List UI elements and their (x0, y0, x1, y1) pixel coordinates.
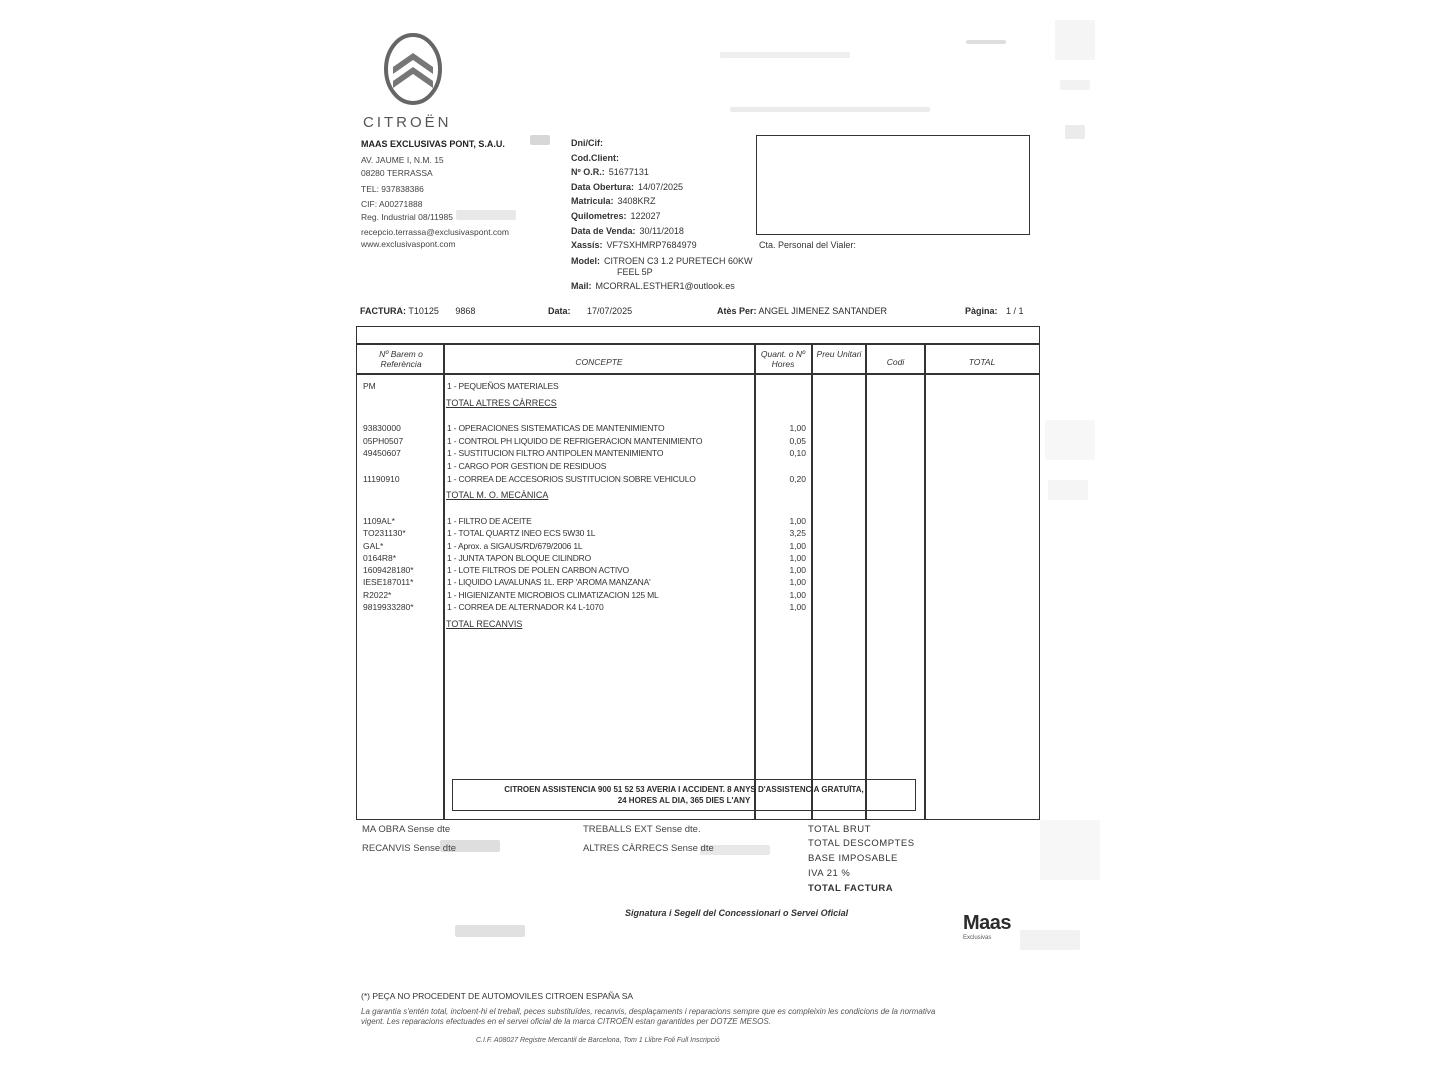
dealer-city: 08280 TERRASSA (361, 168, 433, 178)
invoice-attended (717, 306, 887, 316)
dealer-address: AV. JAUME I, N.M. 15 (361, 155, 444, 165)
invoice-page (965, 306, 1024, 316)
table-row-ref: TO231130* (363, 528, 406, 538)
table-row-ref: 93830000 (363, 423, 401, 433)
header-ref: Nº Barem o Referència (379, 349, 423, 369)
signature-caption: Signatura i Segell del Concessionari o Servei Oficial (625, 908, 849, 918)
legal-text-line-1: La garantia s'entén total, incloent-hi el treball, peces substituïdes, recanvis, desplaçaments i reparacions sempre que es compleixin les condicions de la normativa (361, 1007, 936, 1016)
col-divider-ref (443, 343, 445, 819)
dni-label: Dni/Cif: (571, 138, 603, 148)
ma-obra-label: MA OBRA Sense dte (362, 824, 451, 835)
table-row-ref: GAL* (363, 541, 384, 551)
client-address-box (756, 135, 1030, 235)
opening-value: 14/07/2025 (638, 182, 684, 192)
table-row-concept: 1 - Aprox. a SIGAUS/RD/679/2006 1L (447, 541, 583, 551)
table-row-concept: 1 - OPERACIONES SISTEMATICAS DE MANTENIMIENTO (447, 423, 665, 433)
treballs-label: TREBALLS EXT Sense dte. (583, 824, 701, 835)
model-value: CITROEN C3 1.2 PURETECH 60KW (604, 256, 753, 266)
or-label: Nº O.R.: (571, 167, 605, 177)
table-row-qty: 1,00 (789, 516, 806, 526)
client-plate-row (571, 196, 656, 206)
table-row-concept: 1 - SUSTITUCION FILTRO ANTIPOLEN MANTENIMIENTO (447, 448, 664, 458)
attended-value: ANGEL JIMENEZ SANTANDER (758, 306, 888, 316)
assistance-box (452, 779, 916, 811)
total-recanvis: TOTAL RECANVIS (446, 619, 523, 629)
total-factura-label: TOTAL FACTURA (808, 883, 894, 894)
sale-label: Data de Venda: (571, 226, 636, 236)
table-row-ref: 0164R8* (363, 553, 397, 563)
date-value: 17/07/2025 (587, 306, 633, 316)
col-divider-price (865, 343, 867, 819)
table-row-concept: 1 - HIGIENIZANTE MICROBIOS CLIMATIZACION 125 ML (447, 590, 659, 600)
table-row-concept: 1 - CORREA DE ACCESORIOS SUSTITUCION SOBRE VEHICULO (447, 474, 696, 484)
table-row-qty: 1,00 (789, 590, 806, 600)
table-row-concept: 1 - FILTRO DE ACEITE (447, 516, 532, 526)
total-descomptes-label: TOTAL DESCOMPTES (808, 838, 915, 849)
km-label: Quilometres: (571, 211, 627, 221)
assistance-line-2: 24 HORES AL DIA, 365 DIES L'ANY (617, 796, 751, 805)
opening-label: Data Obertura: (571, 182, 635, 192)
dealer-registry: Reg. Industrial 08/11985 (361, 212, 453, 222)
base-imposable-label: BASE IMPOSABLE (808, 853, 898, 864)
table-row-ref: PM (363, 381, 376, 391)
total-brut-label: TOTAL BRUT (808, 824, 871, 835)
plate-value: 3408KRZ (617, 196, 656, 206)
header-total: TOTAL (968, 357, 996, 367)
header-qty: Quant. o Nº Hores (760, 349, 806, 369)
client-km-row (571, 211, 661, 221)
client-code-label: Cod.Client: (571, 153, 619, 163)
model-label: Model: (571, 256, 600, 266)
invoice-date (548, 306, 632, 316)
table-row-ref: 9819933280* (363, 602, 414, 612)
table-row-qty: 1,00 (789, 602, 806, 612)
client-model-row (571, 256, 753, 266)
table-row-ref: 05PH0507 (363, 436, 404, 446)
altres-label: ALTRES CÀRRECS Sense dte (583, 843, 714, 854)
invoice-number (360, 306, 475, 316)
table-row-ref: 11190910 (363, 474, 400, 484)
mercantile-registry: C.I.F. A08027 Registre Mercantil de Barcelona, Tom 1 Llibre Foli Full Inscripció (476, 1037, 720, 1044)
page-label: Pàgina: (965, 306, 998, 316)
dealer-web: www.exclusivaspont.com (361, 239, 456, 249)
dealer-name: MAAS EXCLUSIVAS PONT, S.A.U. (361, 139, 505, 149)
table-row-concept: 1 - CARGO POR GESTION DE RESIDUOS (447, 461, 607, 471)
client-mail-row (571, 281, 735, 291)
table-row-qty: 1,00 (789, 423, 806, 433)
mail-label: Mail: (571, 281, 592, 291)
header-concept: CONCEPTE (575, 357, 623, 367)
sale-value: 30/11/2018 (639, 226, 684, 236)
page-value: 1 / 1 (1006, 306, 1024, 316)
personal-account-label: Cta. Personal del Vialer: (759, 240, 856, 250)
client-or-row (571, 167, 649, 177)
or-value: 51677131 (608, 167, 649, 177)
date-label: Data: (548, 306, 571, 316)
col-divider-qty (811, 343, 813, 819)
total-mo-mecanica: TOTAL M. O. MECÀNICA (446, 490, 549, 500)
non-original-parts-note: (*) PEÇA NO PROCEDENT DE AUTOMOVILES CITROEN ESPAÑA SA (361, 991, 634, 1001)
table-row-ref: 1109AL* (363, 516, 395, 526)
client-dni-row (571, 138, 607, 148)
dealer-phone: TEL: 937838386 (361, 184, 424, 194)
client-code-row (571, 153, 623, 163)
client-opening-row (571, 182, 683, 192)
dealer-email: recepcio.terrassa@exclusivaspont.com (361, 227, 509, 237)
maas-logo: Maas (963, 912, 1012, 934)
plate-label: Matricula: (571, 196, 614, 206)
table-row-qty: 0,05 (789, 436, 806, 446)
mail-value: MCORRAL.ESTHER1@outlook.es (595, 281, 735, 291)
factura-label: FACTURA: (360, 306, 406, 316)
table-row-ref: 1609428180* (363, 565, 414, 575)
table-row-concept: 1 - CONTROL PH LIQUIDO DE REFRIGERACION MANTENIMIENTO (447, 436, 703, 446)
table-row-ref: 49450607 (363, 448, 401, 458)
table-row-qty: 1,00 (789, 565, 806, 575)
assistance-line-1: CITROEN ASSISTENCIA 900 51 52 53 AVERIA I ACCIDENT. 8 ANYS D'ASSISTENCIA GRATUÏTA, (504, 785, 864, 794)
factura-num: 9868 (455, 306, 476, 316)
table-row-qty: 0,10 (789, 448, 806, 458)
maas-logo-sub: Exclusivas (963, 935, 992, 941)
table-row-ref: R2022* (363, 590, 392, 600)
table-row-concept: 1 - TOTAL QUARTZ INEO ECS 5W30 1L (447, 528, 596, 538)
recanvis-label: RECANVIS Sense dte (362, 843, 456, 854)
table-row-ref: IESE187011* (363, 577, 414, 587)
dealer-cif: CIF: A00271888 (361, 199, 423, 209)
table-header-rule (357, 373, 1039, 375)
col-divider-concept (754, 343, 756, 819)
table-row-concept: 1 - PEQUEÑOS MATERIALES (447, 381, 559, 391)
client-chassis-row (571, 240, 697, 250)
citroen-chevrons-logo (383, 33, 443, 105)
table-row-qty: 1,00 (789, 541, 806, 551)
km-value: 122027 (630, 211, 661, 221)
table-row-concept: 1 - JUNTA TAPON BLOQUE CILINDRO (447, 553, 591, 563)
attended-label: Atès Per: (717, 306, 757, 316)
brand-wordmark: CITROËN (363, 114, 452, 131)
col-divider-code (924, 343, 926, 819)
chassis-value: VF7SXHMRP7684979 (606, 240, 697, 250)
table-row-concept: 1 - LIQUIDO LAVALUNAS 1L. ERP 'AROMA MANZANA' (447, 577, 651, 587)
iva-label: IVA 21 % (808, 868, 851, 879)
header-price: Preu Unitari (816, 349, 862, 359)
table-row-qty: 0,20 (789, 474, 806, 484)
table-row-concept: 1 - LOTE FILTROS DE POLEN CARBON ACTIVO (447, 565, 629, 575)
table-top-rule (357, 343, 1039, 345)
chassis-label: Xassís: (571, 240, 603, 250)
factura-value: T10125 (408, 306, 439, 316)
table-row-qty: 1,00 (789, 577, 806, 587)
table-row-qty: 3,25 (789, 528, 806, 538)
legal-text-line-2: vigent. Les reparacions efectuades en el servei oficial de la marca CITROËN estan garantides per DOTZE MESOS. (361, 1017, 771, 1026)
table-row-concept: 1 - CORREA DE ALTERNADOR K4 L-1070 (447, 602, 604, 612)
client-sale-row (571, 226, 684, 236)
model-value-2: FEEL 5P (617, 267, 653, 277)
header-code: Codi (886, 357, 905, 367)
table-row-qty: 1,00 (789, 553, 806, 563)
total-altres-carrecs: TOTAL ALTRES CÀRRECS (446, 398, 557, 408)
